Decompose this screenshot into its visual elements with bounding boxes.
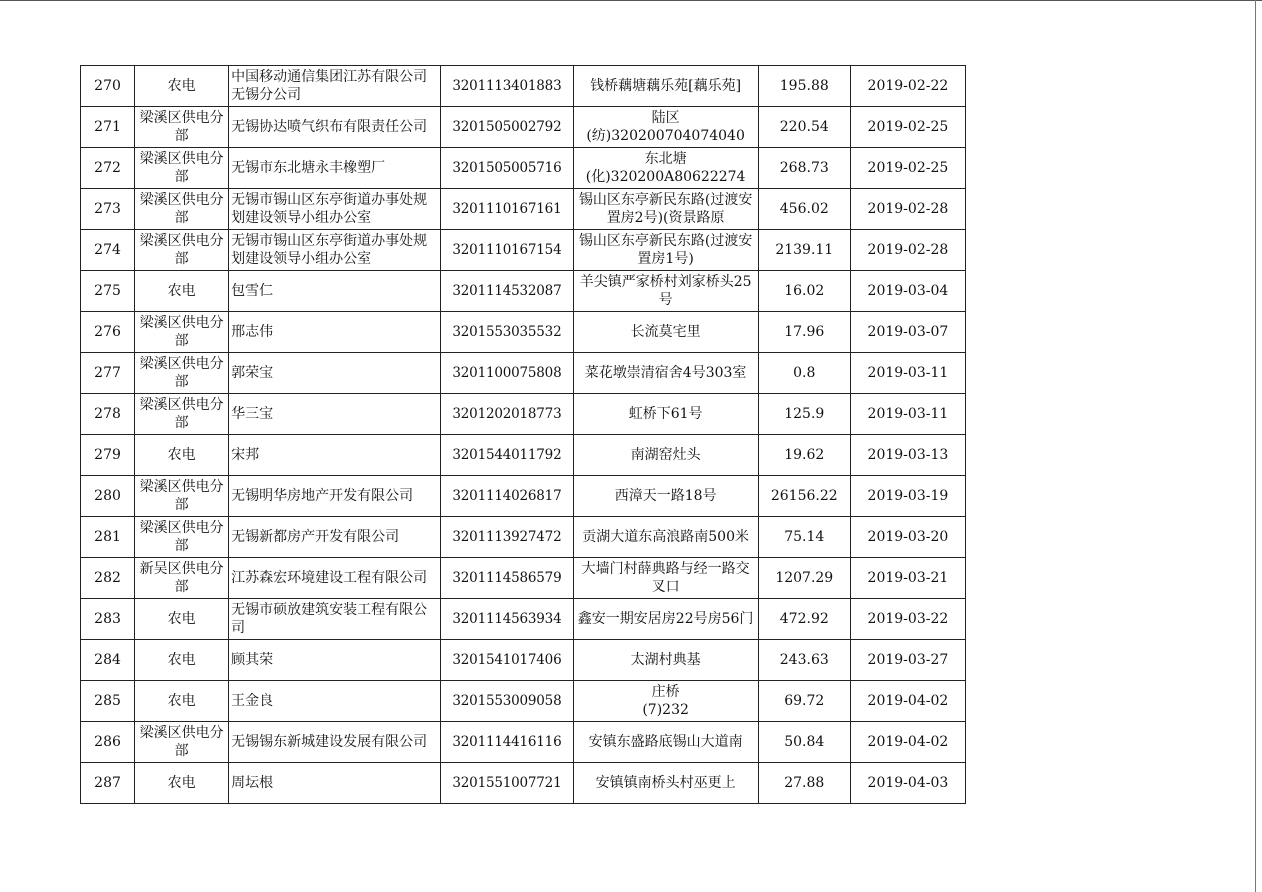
cell-address: 锡山区东亭新民东路(过渡安置房1号) [573, 230, 758, 271]
cell-row-number: 286 [81, 722, 135, 763]
cell-supply-unit: 新吴区供电分部 [135, 558, 229, 599]
cell-row-number: 287 [81, 763, 135, 804]
table-row [81, 435, 966, 476]
cell-address: 菜花墩崇清宿舍4号303室 [573, 353, 758, 394]
table-row [81, 476, 966, 517]
cell-address: 钱桥藕塘藕乐苑[藕乐苑] [573, 66, 758, 107]
cell-row-number: 280 [81, 476, 135, 517]
cell-row-number: 281 [81, 517, 135, 558]
cell-customer-name: 无锡市锡山区东亭街道办事处规划建设领导小组办公室 [229, 189, 441, 230]
table-row [81, 558, 966, 599]
cell-amount: 456.02 [758, 189, 850, 230]
table-row [81, 394, 966, 435]
table-row [81, 599, 966, 640]
cell-address: 羊尖镇严家桥村刘家桥头25号 [573, 271, 758, 312]
cell-row-number: 274 [81, 230, 135, 271]
cell-customer-name: 无锡市东北塘永丰橡塑厂 [229, 148, 441, 189]
cell-account-number: 3201202018773 [441, 394, 573, 435]
cell-date: 2019-02-28 [850, 230, 965, 271]
page-top-border [0, 0, 1262, 1]
cell-amount: 243.63 [758, 640, 850, 681]
cell-account-number: 3201110167161 [441, 189, 573, 230]
cell-customer-name: 中国移动通信集团江苏有限公司无锡分公司 [229, 66, 441, 107]
cell-supply-unit: 农电 [135, 271, 229, 312]
table-row [81, 353, 966, 394]
cell-amount: 19.62 [758, 435, 850, 476]
cell-supply-unit: 梁溪区供电分部 [135, 476, 229, 517]
cell-address: 安镇东盛路底锡山大道南 [573, 722, 758, 763]
cell-account-number: 3201114586579 [441, 558, 573, 599]
cell-amount: 195.88 [758, 66, 850, 107]
cell-customer-name: 无锡锡东新城建设发展有限公司 [229, 722, 441, 763]
cell-account-number: 3201100075808 [441, 353, 573, 394]
cell-address: 东北塘 (化)320200A80622274 [573, 148, 758, 189]
cell-supply-unit: 梁溪区供电分部 [135, 517, 229, 558]
cell-amount: 1207.29 [758, 558, 850, 599]
cell-customer-name: 华三宝 [229, 394, 441, 435]
cell-account-number: 3201541017406 [441, 640, 573, 681]
cell-customer-name: 无锡协达喷气织布有限责任公司 [229, 107, 441, 148]
cell-supply-unit: 农电 [135, 681, 229, 722]
cell-amount: 16.02 [758, 271, 850, 312]
cell-row-number: 283 [81, 599, 135, 640]
cell-row-number: 279 [81, 435, 135, 476]
cell-address: 长流莫宅里 [573, 312, 758, 353]
cell-amount: 268.73 [758, 148, 850, 189]
cell-customer-name: 包雪仁 [229, 271, 441, 312]
cell-supply-unit: 农电 [135, 763, 229, 804]
cell-date: 2019-03-22 [850, 599, 965, 640]
cell-address: 西漳天一路18号 [573, 476, 758, 517]
cell-address: 贡湖大道东高浪路南500米 [573, 517, 758, 558]
cell-row-number: 284 [81, 640, 135, 681]
table-row [81, 148, 966, 189]
cell-customer-name: 无锡明华房地产开发有限公司 [229, 476, 441, 517]
cell-account-number: 3201505002792 [441, 107, 573, 148]
cell-address: 虹桥下61号 [573, 394, 758, 435]
cell-supply-unit: 梁溪区供电分部 [135, 230, 229, 271]
cell-supply-unit: 梁溪区供电分部 [135, 189, 229, 230]
cell-date: 2019-03-04 [850, 271, 965, 312]
cell-amount: 472.92 [758, 599, 850, 640]
cell-customer-name: 王金良 [229, 681, 441, 722]
table-row [81, 517, 966, 558]
table-row [81, 66, 966, 107]
cell-supply-unit: 梁溪区供电分部 [135, 353, 229, 394]
cell-date: 2019-04-02 [850, 722, 965, 763]
cell-date: 2019-03-27 [850, 640, 965, 681]
cell-address: 安镇镇南桥头村巫更上 [573, 763, 758, 804]
cell-row-number: 272 [81, 148, 135, 189]
cell-amount: 26156.22 [758, 476, 850, 517]
page-right-border [1255, 0, 1256, 892]
cell-supply-unit: 梁溪区供电分部 [135, 107, 229, 148]
cell-row-number: 270 [81, 66, 135, 107]
cell-account-number: 3201113927472 [441, 517, 573, 558]
cell-supply-unit: 梁溪区供电分部 [135, 722, 229, 763]
cell-account-number: 3201114026817 [441, 476, 573, 517]
cell-amount: 27.88 [758, 763, 850, 804]
cell-account-number: 3201505005716 [441, 148, 573, 189]
cell-amount: 69.72 [758, 681, 850, 722]
cell-account-number: 3201114532087 [441, 271, 573, 312]
cell-account-number: 3201113401883 [441, 66, 573, 107]
cell-customer-name: 无锡新都房产开发有限公司 [229, 517, 441, 558]
cell-amount: 75.14 [758, 517, 850, 558]
cell-row-number: 273 [81, 189, 135, 230]
cell-date: 2019-04-03 [850, 763, 965, 804]
cell-date: 2019-02-25 [850, 148, 965, 189]
cell-customer-name: 宋邦 [229, 435, 441, 476]
cell-amount: 220.54 [758, 107, 850, 148]
cell-address: 陆区 (纺)320200704074040 [573, 107, 758, 148]
table-row [81, 107, 966, 148]
cell-amount: 50.84 [758, 722, 850, 763]
cell-customer-name: 郭荣宝 [229, 353, 441, 394]
cell-supply-unit: 农电 [135, 640, 229, 681]
table-row [81, 722, 966, 763]
cell-date: 2019-03-11 [850, 394, 965, 435]
cell-amount: 17.96 [758, 312, 850, 353]
arrears-table [80, 65, 966, 804]
cell-date: 2019-03-07 [850, 312, 965, 353]
cell-row-number: 271 [81, 107, 135, 148]
cell-address: 鑫安一期安居房22号房56门 [573, 599, 758, 640]
cell-account-number: 3201553035532 [441, 312, 573, 353]
table-row [81, 189, 966, 230]
cell-date: 2019-03-13 [850, 435, 965, 476]
cell-row-number: 282 [81, 558, 135, 599]
cell-supply-unit: 梁溪区供电分部 [135, 148, 229, 189]
cell-address: 锡山区东亭新民东路(过渡安置房2号)(资景路原 [573, 189, 758, 230]
cell-customer-name: 无锡市硕放建筑安装工程有限公司 [229, 599, 441, 640]
cell-address: 大墙门村薛典路与经一路交叉口 [573, 558, 758, 599]
cell-date: 2019-02-22 [850, 66, 965, 107]
cell-amount: 2139.11 [758, 230, 850, 271]
cell-row-number: 277 [81, 353, 135, 394]
cell-account-number: 3201110167154 [441, 230, 573, 271]
cell-account-number: 3201551007721 [441, 763, 573, 804]
cell-account-number: 3201114563934 [441, 599, 573, 640]
cell-customer-name: 顾其荣 [229, 640, 441, 681]
cell-supply-unit: 农电 [135, 435, 229, 476]
cell-customer-name: 江苏森宏环境建设工程有限公司 [229, 558, 441, 599]
table-row [81, 230, 966, 271]
table-body [81, 66, 966, 804]
cell-address: 太湖村典基 [573, 640, 758, 681]
table-row [81, 681, 966, 722]
cell-address: 庄桥 (7)232 [573, 681, 758, 722]
cell-row-number: 275 [81, 271, 135, 312]
cell-address: 南湖窑灶头 [573, 435, 758, 476]
cell-date: 2019-03-11 [850, 353, 965, 394]
cell-row-number: 285 [81, 681, 135, 722]
cell-account-number: 3201114416116 [441, 722, 573, 763]
cell-amount: 0.8 [758, 353, 850, 394]
cell-row-number: 276 [81, 312, 135, 353]
cell-customer-name: 周坛根 [229, 763, 441, 804]
cell-date: 2019-02-25 [850, 107, 965, 148]
cell-date: 2019-04-02 [850, 681, 965, 722]
cell-date: 2019-03-21 [850, 558, 965, 599]
cell-amount: 125.9 [758, 394, 850, 435]
cell-supply-unit: 梁溪区供电分部 [135, 394, 229, 435]
cell-date: 2019-03-19 [850, 476, 965, 517]
cell-account-number: 3201553009058 [441, 681, 573, 722]
cell-customer-name: 无锡市锡山区东亭街道办事处规划建设领导小组办公室 [229, 230, 441, 271]
cell-supply-unit: 梁溪区供电分部 [135, 312, 229, 353]
cell-supply-unit: 农电 [135, 66, 229, 107]
cell-customer-name: 邢志伟 [229, 312, 441, 353]
table-row [81, 763, 966, 804]
cell-row-number: 278 [81, 394, 135, 435]
table-row [81, 271, 966, 312]
table-row [81, 640, 966, 681]
cell-supply-unit: 农电 [135, 599, 229, 640]
cell-date: 2019-03-20 [850, 517, 965, 558]
cell-account-number: 3201544011792 [441, 435, 573, 476]
cell-date: 2019-02-28 [850, 189, 965, 230]
table-row [81, 312, 966, 353]
